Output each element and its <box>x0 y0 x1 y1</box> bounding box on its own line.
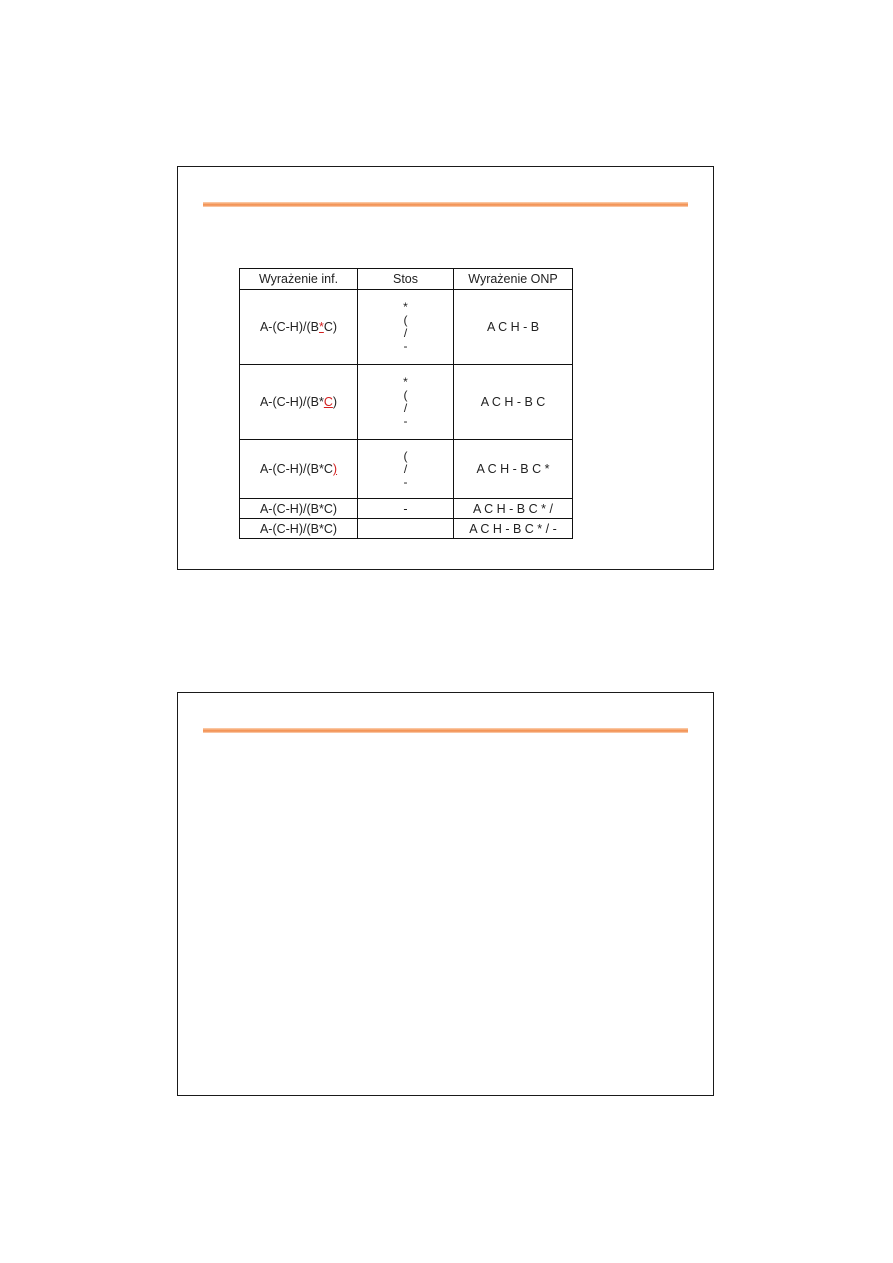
header-stack: Stos <box>358 269 454 290</box>
stack-cell: ( / - <box>358 440 454 499</box>
stack-cell: * ( / - <box>358 365 454 440</box>
onp-cell: A C H - B C * / <box>454 499 573 519</box>
table-row <box>240 499 573 519</box>
slide-2 <box>177 692 714 1096</box>
header-onp: Wyrażenie ONP <box>454 269 573 290</box>
infix-cell: A-(C-H)/(B*C) <box>240 290 358 365</box>
onp-conversion-table <box>239 268 573 539</box>
stack-cell: - <box>358 499 454 519</box>
table-row <box>240 519 573 539</box>
table-row <box>240 365 573 440</box>
onp-cell: A C H - B <box>454 290 573 365</box>
table-row <box>240 290 573 365</box>
title-underline <box>203 202 688 207</box>
slide-1 <box>177 166 714 570</box>
table-row <box>240 440 573 499</box>
infix-cell: A-(C-H)/(B*C) <box>240 499 358 519</box>
header-infix: Wyrażenie inf. <box>240 269 358 290</box>
current-token: ) <box>332 462 338 476</box>
infix-cell: A-(C-H)/(B*C) <box>240 365 358 440</box>
table-header-row <box>240 269 573 290</box>
onp-cell: A C H - B C * <box>454 440 573 499</box>
current-token: C <box>323 395 333 409</box>
infix-cell: A-(C-H)/(B*C) <box>240 440 358 499</box>
stack-cell <box>358 519 454 539</box>
onp-cell: A C H - B C * / - <box>454 519 573 539</box>
stack-cell: * ( / - <box>358 290 454 365</box>
onp-cell: A C H - B C <box>454 365 573 440</box>
infix-cell: A-(C-H)/(B*C) <box>240 519 358 539</box>
current-token: * <box>318 320 324 334</box>
title-underline <box>203 728 688 733</box>
